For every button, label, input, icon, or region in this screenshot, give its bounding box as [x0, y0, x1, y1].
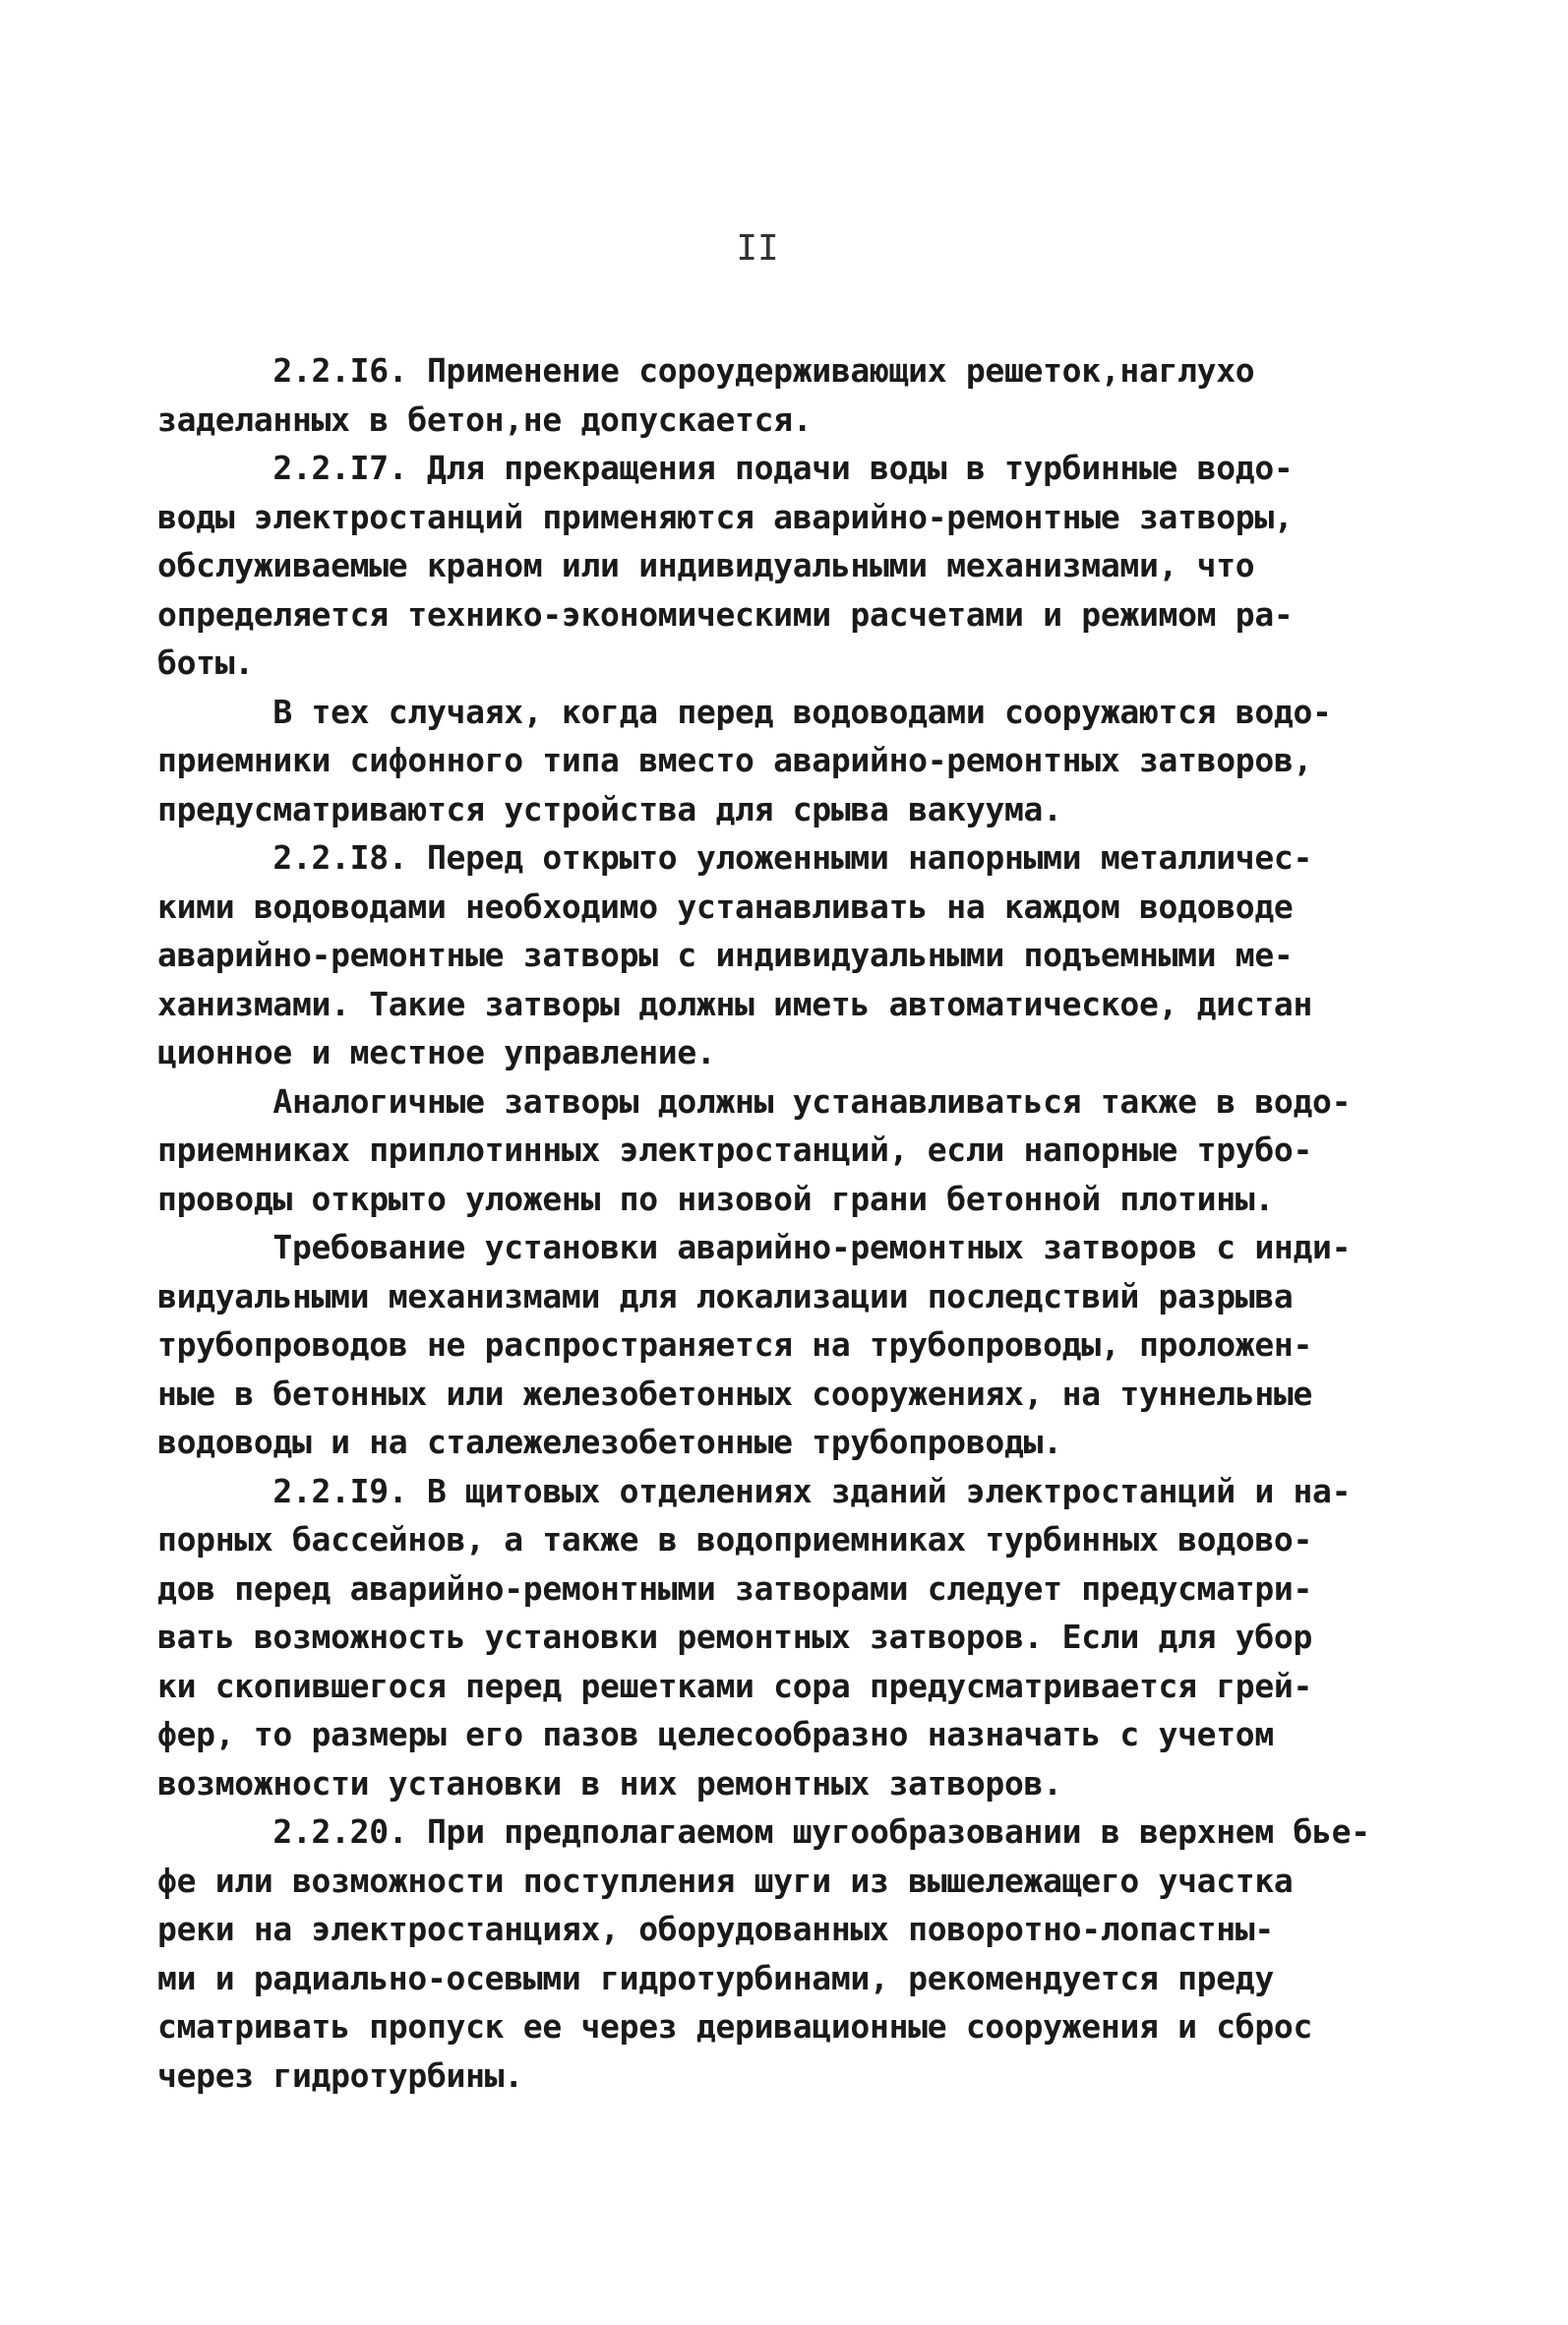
text-line: 2.2.I9. В щитовых отделениях зданий электростанций и на- — [157, 1471, 1352, 1510]
text-line: через гидротурбины. — [157, 2055, 523, 2095]
text-line: Аналогичные затворы должны устанавливаться также в водо- — [157, 1081, 1352, 1121]
text-line: возможности установки в них ремонтных затворов. — [157, 1763, 1062, 1803]
text-line: реки на электростанциях, оборудованных поворотно-лопастны- — [157, 1910, 1274, 1948]
text-line: фе или возможности поступления шуги из вышележащего участка — [157, 1861, 1294, 1900]
text-line: ные в бетонных или железобетонных сооружениях, на туннельные — [157, 1374, 1313, 1413]
text-line: предусматриваются устройства для срыва вакуума. — [157, 789, 1062, 828]
text-line: заделанных в бетон,не допускается. — [157, 399, 813, 439]
text-line: водоводы и на сталежелезобетонные трубопроводы. — [157, 1423, 1062, 1461]
text-line: 2.2.I7. Для прекращения подачи воды в турбинные водо- — [157, 449, 1294, 487]
text-line: Требование установки аварийно-ремонтных затворов с инди- — [157, 1228, 1352, 1266]
text-line: приемники сифонного типа вместо аварийно-ремонтных затворов, — [157, 741, 1313, 779]
page-number: II — [736, 228, 779, 269]
text-line: 2.2.I8. Перед открыто уложенными напорными металличес- — [157, 838, 1313, 877]
text-line: фер, то размеры его пазов целесообразно назначать с учетом — [157, 1715, 1274, 1753]
text-line: аварийно-ремонтные затворы с индивидуальными подъемными ме- — [157, 936, 1294, 974]
text-line: обслуживаемые краном или индивидуальными механизмами, что — [157, 546, 1255, 584]
text-line: трубопроводов не распространяется на трубопроводы, проложен- — [157, 1325, 1313, 1364]
text-line: порных бассейнов, а также в водоприемниках турбинных водово- — [157, 1520, 1313, 1559]
text-line: кими водоводами необходимо устанавливать на каждом водоводе — [157, 887, 1294, 926]
text-line: видуальными механизмами для локализации последствий разрыва — [157, 1276, 1294, 1315]
text-line: приемниках приплотинных электростанций, если напорные трубо- — [157, 1131, 1313, 1169]
text-line: ханизмами. Такие затворы должны иметь автоматическое, дистан — [157, 984, 1313, 1023]
text-line: В тех случаях, когда перед водоводами сооружаются водо- — [157, 692, 1332, 731]
text-line: дов перед аварийно-ремонтными затворами следует предусматри- — [157, 1568, 1313, 1608]
text-line: сматривать пропуск ее через деривационные сооружения и сброс — [157, 2007, 1313, 2046]
text-line: боты. — [157, 643, 254, 682]
text-line: 2.2.I6. Применение сороудерживающих решеток,наглухо — [157, 351, 1255, 390]
text-line: ки скопившегося перед решетками сора предусматривается грей- — [157, 1666, 1313, 1705]
text-line: определяется технико-экономическими расчетами и режимом ра- — [157, 594, 1294, 634]
text-line: воды электростанций применяются аварийно-ремонтные затворы, — [157, 497, 1294, 536]
text-line: ми и радиально-осевыми гидротурбинами, рекомендуется преду — [157, 1958, 1274, 1997]
text-line: ционное и местное управление. — [157, 1033, 716, 1071]
text-line: проводы открыто уложены по низовой грани бетонной плотины. — [157, 1179, 1274, 1218]
text-line: 2.2.20. При предполагаемом шугообразовании в верхнем бье- — [157, 1812, 1370, 1851]
text-line: вать возможность установки ремонтных затворов. Если для убор — [157, 1618, 1313, 1656]
body-text — [157, 346, 1426, 2100]
